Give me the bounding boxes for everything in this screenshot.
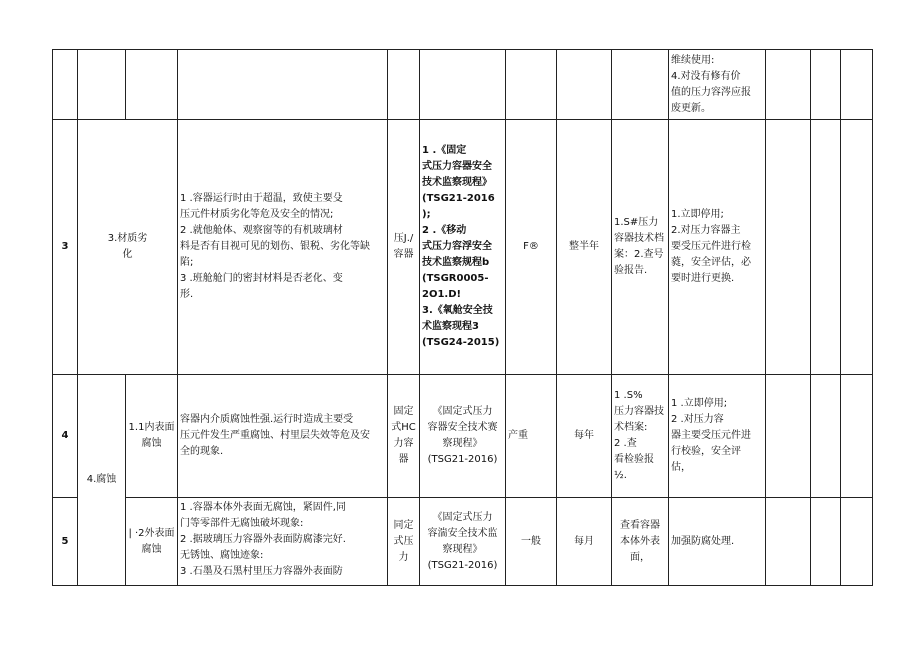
table-row [53,50,873,120]
cell-frequency: 每月 [557,498,612,586]
cell-description: 1 .容器本体外表面无腐蚀，紧固件,同 门等零部件无腐蚀破坏现象: 2 .据玻璃压力容器外表面防腐漆完好. 无锈蚀、腐蚀迹象: 3 .石墨及石黑村里压力容器外表面防 [178,498,388,586]
cell-level: 产重 [506,375,557,498]
cell-extra-1 [766,120,811,375]
cell-extra-3 [841,375,873,498]
cell-extra-2 [811,50,841,120]
cell-measures: 1.立即停用; 2.对压力容器主 要受压元件进行检 蕤，安全评估，必 要时进行更换. [669,120,766,375]
cell-object: 固定 式HC 力容 器 [388,375,420,498]
cell-extra-1 [766,375,811,498]
cell-description: 容器内介质腐蚀性强.运行时造成主要受 压元件发生严重腐蚀、村里层失效等危及安 全的现象. [178,375,388,498]
cell-object: 压J./ 容器 [388,120,420,375]
cell-extra-1 [766,50,811,120]
cell-measures: 1 .立即停用; 2 .对压力容 器主要受压元件进 行校验，安全评 估， [669,375,766,498]
cell-frequency: 每年 [557,375,612,498]
cell-hazard [78,50,126,120]
cell-standard [420,50,506,120]
cell-frequency [557,50,612,120]
cell-standard: 《固定式压力 容器安全技术赛 察现程》 (TSG21-2016) [420,375,506,498]
cell-extra-1 [766,498,811,586]
cell-sub-hazard: | ·2外表面 腐蚀 [126,498,178,586]
cell-extra-2 [811,120,841,375]
hazard-inspection-table [52,49,873,586]
cell-extra-3 [841,50,873,120]
cell-standard: 1 .《固定 式压力容器安全 技术监察现程》 (TSG21-2016 ); 2 .《移动 式压力容浮安全 技术监察规程b (TSGR0005- 2O1.D! 3.《氧舱安全技 术监察现程3 (TSG24-2015) [420,120,506,375]
cell-object: 同定 式压 力 [388,498,420,586]
cell-group-hazard: 4.腐蚀 [78,375,126,586]
cell-object [388,50,420,120]
cell-level: F® [506,120,557,375]
cell-extra-3 [841,498,873,586]
cell-standard: 《固定式压力 容湍安全技术监 察现程》 (TSG21-2016) [420,498,506,586]
cell-hazard: 3.材质劣 化 [78,120,178,375]
cell-no: 5 [53,498,78,586]
cell-measures: 加强防腐处理. [669,498,766,586]
cell-description: 1 .容器运行时由于超温，致使主要殳 压元件材质劣化等危及安全的情况; 2 .就他舱体、观察窗等的有机玻璃材 料是否有目视可见的划伤、银税、劣化等缺 陷; 3 .班舱舱门的密封材料是否老化、变 形. [178,120,388,375]
cell-no [53,50,78,120]
cell-extra-2 [811,498,841,586]
cell-frequency: 整半年 [557,120,612,375]
cell-no: 4 [53,375,78,498]
table-row [53,375,873,498]
cell-method: 1 .S% 压力容器技 术档案: 2 .查 看检验报½. [612,375,669,498]
cell-level: 一般 [506,498,557,586]
cell-description [178,50,388,120]
cell-no: 3 [53,120,78,375]
cell-sub-hazard: 1.1内表面 腐蚀 [126,375,178,498]
cell-method: 查看容器 本体外表面， [612,498,669,586]
cell-level [506,50,557,120]
table-row [53,498,873,586]
table-row [53,120,873,375]
cell-sub-hazard [126,50,178,120]
cell-extra-2 [811,375,841,498]
cell-extra-3 [841,120,873,375]
cell-method: 1.S#压力 容器技术档 案：2.查号 验报告. [612,120,669,375]
cell-measures: 维续使用: 4.对没有修有价 值的压力容涔应报 废更新。 [669,50,766,120]
cell-method [612,50,669,120]
